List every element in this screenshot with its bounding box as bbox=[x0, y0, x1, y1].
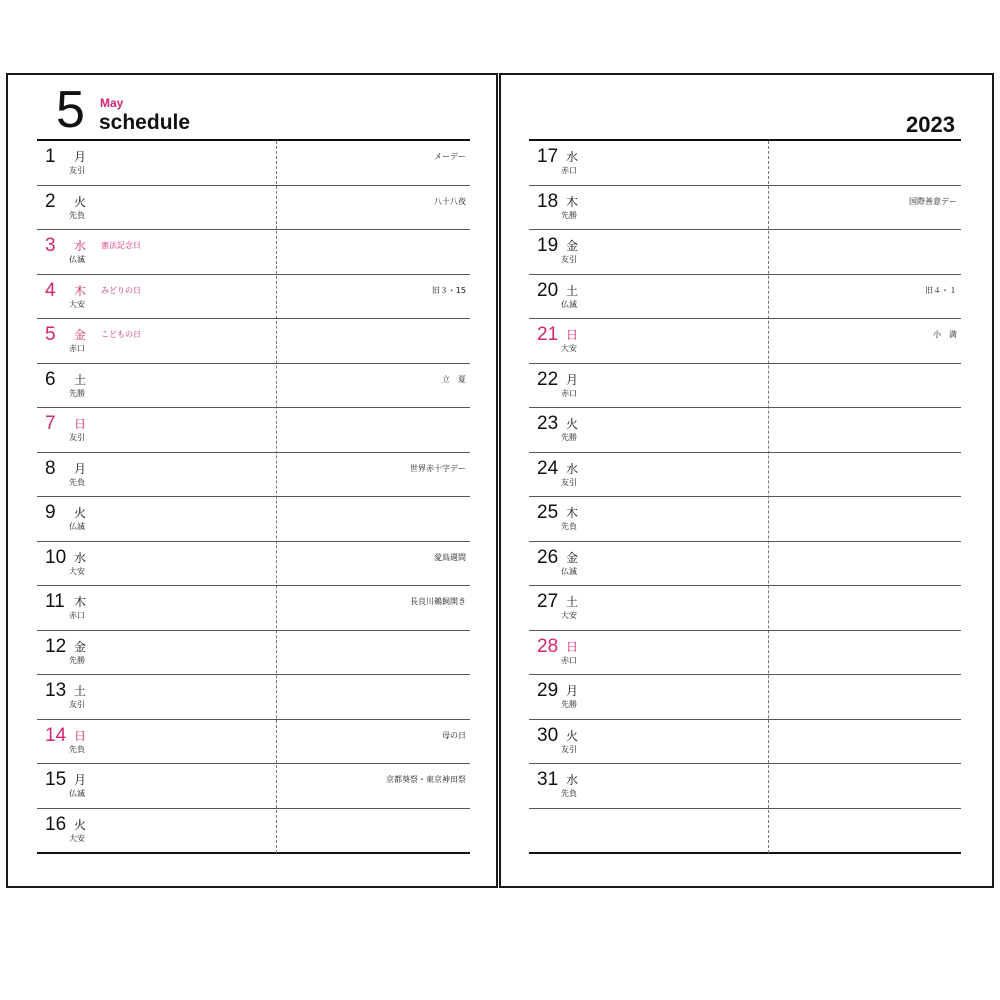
holiday-label: こどもの日 bbox=[101, 330, 141, 339]
day-row[interactable] bbox=[529, 542, 961, 587]
rokuyo-label: 赤口 bbox=[561, 655, 577, 665]
weekday-label: 木 bbox=[566, 194, 579, 209]
event-note: メーデー bbox=[434, 152, 466, 161]
day-row[interactable] bbox=[37, 542, 470, 587]
day-number: 17 bbox=[537, 146, 559, 167]
day-row[interactable] bbox=[37, 720, 470, 765]
rokuyo-label: 大安 bbox=[561, 611, 577, 620]
year-label: 2023 bbox=[906, 112, 955, 137]
day-number: 1 bbox=[45, 146, 56, 167]
weekday-label: 金 bbox=[74, 328, 87, 342]
day-number: 12 bbox=[45, 635, 67, 657]
day-row[interactable] bbox=[529, 364, 961, 409]
day-number: 31 bbox=[537, 769, 559, 790]
day-number: 24 bbox=[537, 457, 559, 479]
event-note: 世界赤十字デー bbox=[410, 463, 466, 473]
rokuyo-label: 先負 bbox=[561, 522, 577, 531]
day-row[interactable] bbox=[529, 720, 961, 765]
weekday-label: 土 bbox=[566, 283, 579, 298]
day-number: 5 bbox=[45, 324, 56, 345]
event-note: 母の日 bbox=[442, 730, 466, 740]
day-row[interactable] bbox=[37, 497, 470, 542]
rokuyo-label: 赤口 bbox=[561, 388, 577, 398]
weekday-label: 日 bbox=[566, 328, 579, 342]
holiday-label: みどりの日 bbox=[101, 285, 141, 295]
day-row[interactable] bbox=[37, 809, 470, 854]
day-number: 21 bbox=[537, 324, 559, 345]
event-note: 小 満 bbox=[933, 330, 957, 339]
day-number: 10 bbox=[45, 546, 67, 568]
day-row[interactable] bbox=[37, 453, 470, 498]
weekday-label: 火 bbox=[566, 417, 579, 431]
event-note: 国際善意デー bbox=[909, 196, 957, 206]
rokuyo-label: 友引 bbox=[561, 744, 577, 754]
day-row[interactable] bbox=[37, 631, 470, 676]
day-row[interactable] bbox=[37, 230, 470, 275]
day-row[interactable] bbox=[529, 319, 961, 364]
weekday-label: 金 bbox=[74, 639, 87, 654]
day-number: 28 bbox=[537, 635, 559, 657]
day-row[interactable] bbox=[37, 186, 470, 231]
rokuyo-label: 先勝 bbox=[561, 700, 577, 709]
rokuyo-label: 先負 bbox=[561, 789, 577, 798]
day-row[interactable] bbox=[37, 675, 470, 720]
day-number: 15 bbox=[45, 769, 67, 790]
day-number: 2 bbox=[45, 190, 56, 212]
day-row[interactable] bbox=[529, 764, 961, 809]
page-title: schedule bbox=[99, 111, 191, 134]
weekday-label: 日 bbox=[74, 728, 87, 743]
day-number: 3 bbox=[45, 235, 56, 256]
day-row[interactable] bbox=[529, 230, 961, 275]
weekday-label: 火 bbox=[566, 728, 579, 743]
day-number: 11 bbox=[45, 591, 65, 612]
day-row[interactable] bbox=[37, 141, 470, 186]
rokuyo-label: 先勝 bbox=[69, 655, 85, 665]
day-number: 13 bbox=[45, 680, 67, 701]
day-row[interactable] bbox=[529, 809, 961, 854]
rokuyo-label: 先負 bbox=[69, 210, 85, 220]
rokuyo-label: 仏滅 bbox=[69, 522, 85, 531]
rokuyo-label: 仏滅 bbox=[69, 255, 85, 264]
rokuyo-label: 大安 bbox=[69, 566, 85, 576]
day-number: 8 bbox=[45, 457, 56, 479]
rokuyo-label: 先勝 bbox=[561, 210, 577, 220]
event-note: 愛鳥週間 bbox=[434, 552, 466, 562]
day-row[interactable] bbox=[37, 364, 470, 409]
rokuyo-label: 友引 bbox=[69, 700, 85, 709]
rokuyo-label: 大安 bbox=[69, 833, 85, 843]
day-row[interactable] bbox=[529, 675, 961, 720]
weekday-label: 金 bbox=[566, 239, 579, 253]
rokuyo-label: 大安 bbox=[69, 299, 85, 309]
weekday-label: 土 bbox=[566, 595, 579, 609]
month-number: 5 bbox=[56, 81, 85, 139]
weekday-label: 土 bbox=[74, 684, 87, 698]
weekday-label: 火 bbox=[74, 817, 87, 832]
month-english-name: May bbox=[100, 96, 124, 110]
rokuyo-label: 仏滅 bbox=[561, 299, 577, 309]
day-number: 23 bbox=[537, 413, 559, 434]
day-number: 29 bbox=[537, 680, 559, 701]
day-row[interactable] bbox=[37, 275, 470, 320]
event-note: 長良川鵜飼開き bbox=[410, 597, 466, 606]
weekday-label: 水 bbox=[566, 773, 579, 787]
weekday-label: 木 bbox=[74, 595, 87, 609]
day-number: 26 bbox=[537, 546, 559, 568]
rokuyo-label: 大安 bbox=[561, 344, 577, 353]
day-number: 25 bbox=[537, 502, 559, 523]
rokuyo-label: 赤口 bbox=[69, 344, 85, 353]
day-number: 27 bbox=[537, 591, 559, 612]
day-number: 14 bbox=[45, 724, 67, 746]
right-day-list bbox=[529, 141, 961, 853]
event-note: 立 夏 bbox=[442, 374, 466, 384]
day-number: 30 bbox=[537, 724, 559, 746]
day-number: 20 bbox=[537, 279, 559, 301]
day-number: 19 bbox=[537, 235, 559, 256]
rokuyo-label: 赤口 bbox=[69, 611, 85, 620]
weekday-label: 月 bbox=[74, 150, 87, 164]
rokuyo-label: 先負 bbox=[69, 744, 85, 754]
weekday-label: 金 bbox=[566, 550, 579, 565]
weekday-label: 月 bbox=[74, 461, 87, 476]
rokuyo-label: 先勝 bbox=[69, 388, 85, 398]
weekday-label: 水 bbox=[566, 461, 579, 476]
rokuyo-label: 先負 bbox=[69, 477, 85, 487]
day-row[interactable] bbox=[37, 408, 470, 453]
day-row[interactable] bbox=[529, 141, 961, 186]
weekday-label: 水 bbox=[74, 550, 87, 565]
day-row[interactable] bbox=[37, 319, 470, 364]
day-number: 4 bbox=[45, 279, 56, 301]
day-row[interactable] bbox=[529, 497, 961, 542]
day-row[interactable] bbox=[529, 408, 961, 453]
weekday-label: 日 bbox=[74, 417, 87, 431]
rokuyo-label: 友引 bbox=[69, 433, 85, 442]
weekday-label: 火 bbox=[74, 506, 87, 520]
rokuyo-label: 友引 bbox=[69, 166, 85, 175]
weekday-label: 木 bbox=[566, 506, 579, 520]
day-number: 18 bbox=[537, 190, 559, 212]
day-row[interactable] bbox=[37, 764, 470, 809]
day-row[interactable] bbox=[529, 275, 961, 320]
day-number: 22 bbox=[537, 368, 559, 390]
rokuyo-label: 仏滅 bbox=[561, 566, 577, 576]
rokuyo-label: 仏滅 bbox=[69, 789, 85, 798]
event-note: 旧３・15 bbox=[431, 285, 466, 295]
weekday-label: 土 bbox=[74, 372, 87, 387]
event-note: 京都葵祭・東京神田祭 bbox=[386, 775, 466, 784]
day-number: 9 bbox=[45, 502, 56, 523]
day-row[interactable] bbox=[529, 586, 961, 631]
weekday-label: 火 bbox=[74, 194, 87, 209]
left-day-list bbox=[37, 141, 470, 853]
day-row[interactable] bbox=[529, 453, 961, 498]
event-note: 八十八夜 bbox=[434, 196, 466, 206]
rokuyo-label: 友引 bbox=[561, 255, 577, 264]
rokuyo-label: 先勝 bbox=[561, 433, 577, 442]
holiday-label: 憲法記念日 bbox=[101, 241, 141, 250]
day-number: 7 bbox=[45, 413, 56, 434]
event-note: 旧４・１ bbox=[925, 285, 957, 295]
weekday-label: 木 bbox=[74, 283, 87, 298]
day-row[interactable] bbox=[529, 186, 961, 231]
weekday-label: 水 bbox=[74, 239, 87, 253]
weekday-label: 日 bbox=[566, 639, 579, 654]
day-number: 16 bbox=[45, 813, 67, 835]
day-row[interactable] bbox=[37, 586, 470, 631]
day-number: 6 bbox=[45, 368, 56, 390]
day-row[interactable] bbox=[529, 631, 961, 676]
weekday-label: 月 bbox=[74, 773, 87, 787]
weekday-label: 水 bbox=[566, 150, 579, 164]
rokuyo-label: 赤口 bbox=[561, 166, 577, 175]
rokuyo-label: 友引 bbox=[561, 477, 577, 487]
weekday-label: 月 bbox=[566, 372, 579, 387]
weekday-label: 月 bbox=[566, 684, 579, 698]
